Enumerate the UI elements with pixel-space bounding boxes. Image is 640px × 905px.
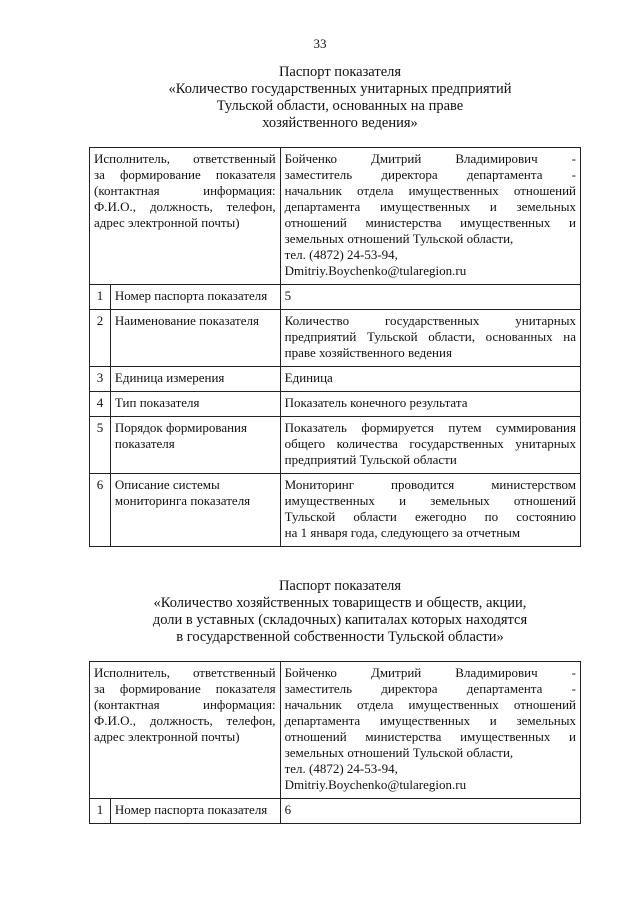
table-row <box>90 799 581 824</box>
row-value <box>280 285 580 310</box>
row-value-line: 6 <box>284 802 292 817</box>
executor-label-line: адрес электронной почты) <box>94 215 240 230</box>
row-label-line: показателя <box>114 436 175 451</box>
row-value-line: предприятий Тульской области <box>284 452 457 467</box>
row-value-line: Тульской области ежегодно по состоянию <box>284 509 576 524</box>
executor-email: Dmitriy.Boychenko@tularegion.ru <box>284 777 467 792</box>
table-row <box>90 367 581 392</box>
table-row <box>90 285 581 310</box>
row-number: 1 <box>90 799 111 824</box>
table-row <box>90 417 581 474</box>
row-value-line: Количество государственных унитарных <box>284 313 576 328</box>
executor-value-line: департамента имущественных и земельных <box>284 199 576 214</box>
row-value-line: Мониторинг проводится министерством <box>284 477 576 492</box>
executor-label-line: за формирование показателя <box>94 167 276 182</box>
row-value-line: Единица <box>284 370 333 385</box>
row-label <box>110 285 280 310</box>
row-label-line: Номер паспорта показателя <box>114 802 268 817</box>
row-value-line: имущественных и земельных отношений <box>284 493 576 508</box>
row-number: 3 <box>90 367 111 392</box>
executor-value-line: тел. (4872) 24-53-94, <box>284 247 398 262</box>
executor-label-line: Ф.И.О., должность, телефон, <box>94 713 276 728</box>
executor-value-line: начальник отдела имущественных отношений <box>284 697 576 712</box>
executor-value-line: земельных отношений Тульской области, <box>284 745 514 760</box>
row-value-line: на 1 января года, следующего за отчетным <box>284 525 521 540</box>
executor-label-cell <box>90 662 281 799</box>
executor-value-line: заместитель директора департамента - <box>284 167 576 182</box>
row-value-line: предприятий Тульской области, основанных на <box>284 329 576 344</box>
row-number: 6 <box>90 474 111 547</box>
table-row <box>90 392 581 417</box>
executor-value-line: Бойченко Дмитрий Владимирович - <box>284 151 576 166</box>
executor-label-line: Ф.И.О., должность, телефон, <box>94 199 276 214</box>
executor-value-line: Бойченко Дмитрий Владимирович - <box>284 665 576 680</box>
row-value <box>280 310 580 367</box>
passport-1-title-line: хозяйственного ведения» <box>262 115 418 131</box>
passport-2-title-line: в государственной собственности Тульской области» <box>176 629 504 645</box>
row-value <box>280 474 580 547</box>
row-value <box>280 392 580 417</box>
executor-label-line: Исполнитель, ответственный <box>94 665 276 680</box>
table-row <box>90 310 581 367</box>
table-row <box>90 148 581 285</box>
table-row <box>90 662 581 799</box>
executor-value-cell <box>280 662 580 799</box>
row-label-line: Описание системы <box>114 477 220 492</box>
row-label <box>110 392 280 417</box>
executor-label-line: Исполнитель, ответственный <box>94 151 276 166</box>
executor-label-line: адрес электронной почты) <box>94 729 240 744</box>
row-label <box>110 799 280 824</box>
row-label <box>110 474 280 547</box>
executor-email: Dmitriy.Boychenko@tularegion.ru <box>284 263 467 278</box>
row-label-line: Порядок формирования <box>114 420 247 435</box>
row-number: 2 <box>90 310 111 367</box>
executor-value-line: департамента имущественных и земельных <box>284 713 576 728</box>
row-value-line: Показатель формируется путем суммирования <box>284 420 576 435</box>
row-label <box>110 310 280 367</box>
executor-value-line: тел. (4872) 24-53-94, <box>284 761 398 776</box>
passport-1-table <box>89 147 581 547</box>
executor-value-line: заместитель директора департамента - <box>284 681 576 696</box>
row-value <box>280 799 580 824</box>
row-label <box>110 367 280 392</box>
row-label-line: Наименование показателя <box>114 313 259 328</box>
row-value <box>280 417 580 474</box>
passport-2-title <box>60 578 620 646</box>
executor-value-line: отношений министерства имущественных и <box>284 215 576 230</box>
executor-label-line: (контактная информация: <box>94 697 276 712</box>
executor-label-line: за формирование показателя <box>94 681 276 696</box>
passport-1-title <box>60 64 620 132</box>
page-number: 33 <box>313 36 327 51</box>
passport-1-title-line: «Количество государственных унитарных предприятий <box>168 81 512 97</box>
passport-2-table <box>89 661 581 824</box>
row-value-line: праве хозяйственного ведения <box>284 345 452 360</box>
row-label-line: Единица измерения <box>114 370 225 385</box>
passport-1-title-line: Тульской области, основанных на праве <box>216 98 464 114</box>
row-number: 4 <box>90 392 111 417</box>
row-label-line: мониторинга показателя <box>114 493 251 508</box>
passport-2-title-line: доли в уставных (складочных) капиталах которых находятся <box>152 612 528 628</box>
row-value <box>280 367 580 392</box>
row-value-line: Показатель конечного результата <box>284 395 468 410</box>
row-label <box>110 417 280 474</box>
row-label-line: Номер паспорта показателя <box>114 288 268 303</box>
executor-value-line: начальник отдела имущественных отношений <box>284 183 576 198</box>
passport-2-title-line: «Количество хозяйственных товариществ и обществ, акции, <box>153 595 527 611</box>
executor-value-cell <box>280 148 580 285</box>
row-number: 5 <box>90 417 111 474</box>
passport-1-title-line: Паспорт показателя <box>278 64 402 80</box>
row-number: 1 <box>90 285 111 310</box>
row-label-line: Тип показателя <box>114 395 200 410</box>
row-value-line: 5 <box>284 288 292 303</box>
table-row <box>90 474 581 547</box>
passport-2-title-line: Паспорт показателя <box>278 578 402 594</box>
executor-value-line: земельных отношений Тульской области, <box>284 231 514 246</box>
executor-label-cell <box>90 148 281 285</box>
executor-label-line: (контактная информация: <box>94 183 276 198</box>
executor-value-line: отношений министерства имущественных и <box>284 729 576 744</box>
row-value-line: общего количества государственных унитарных <box>284 436 576 451</box>
